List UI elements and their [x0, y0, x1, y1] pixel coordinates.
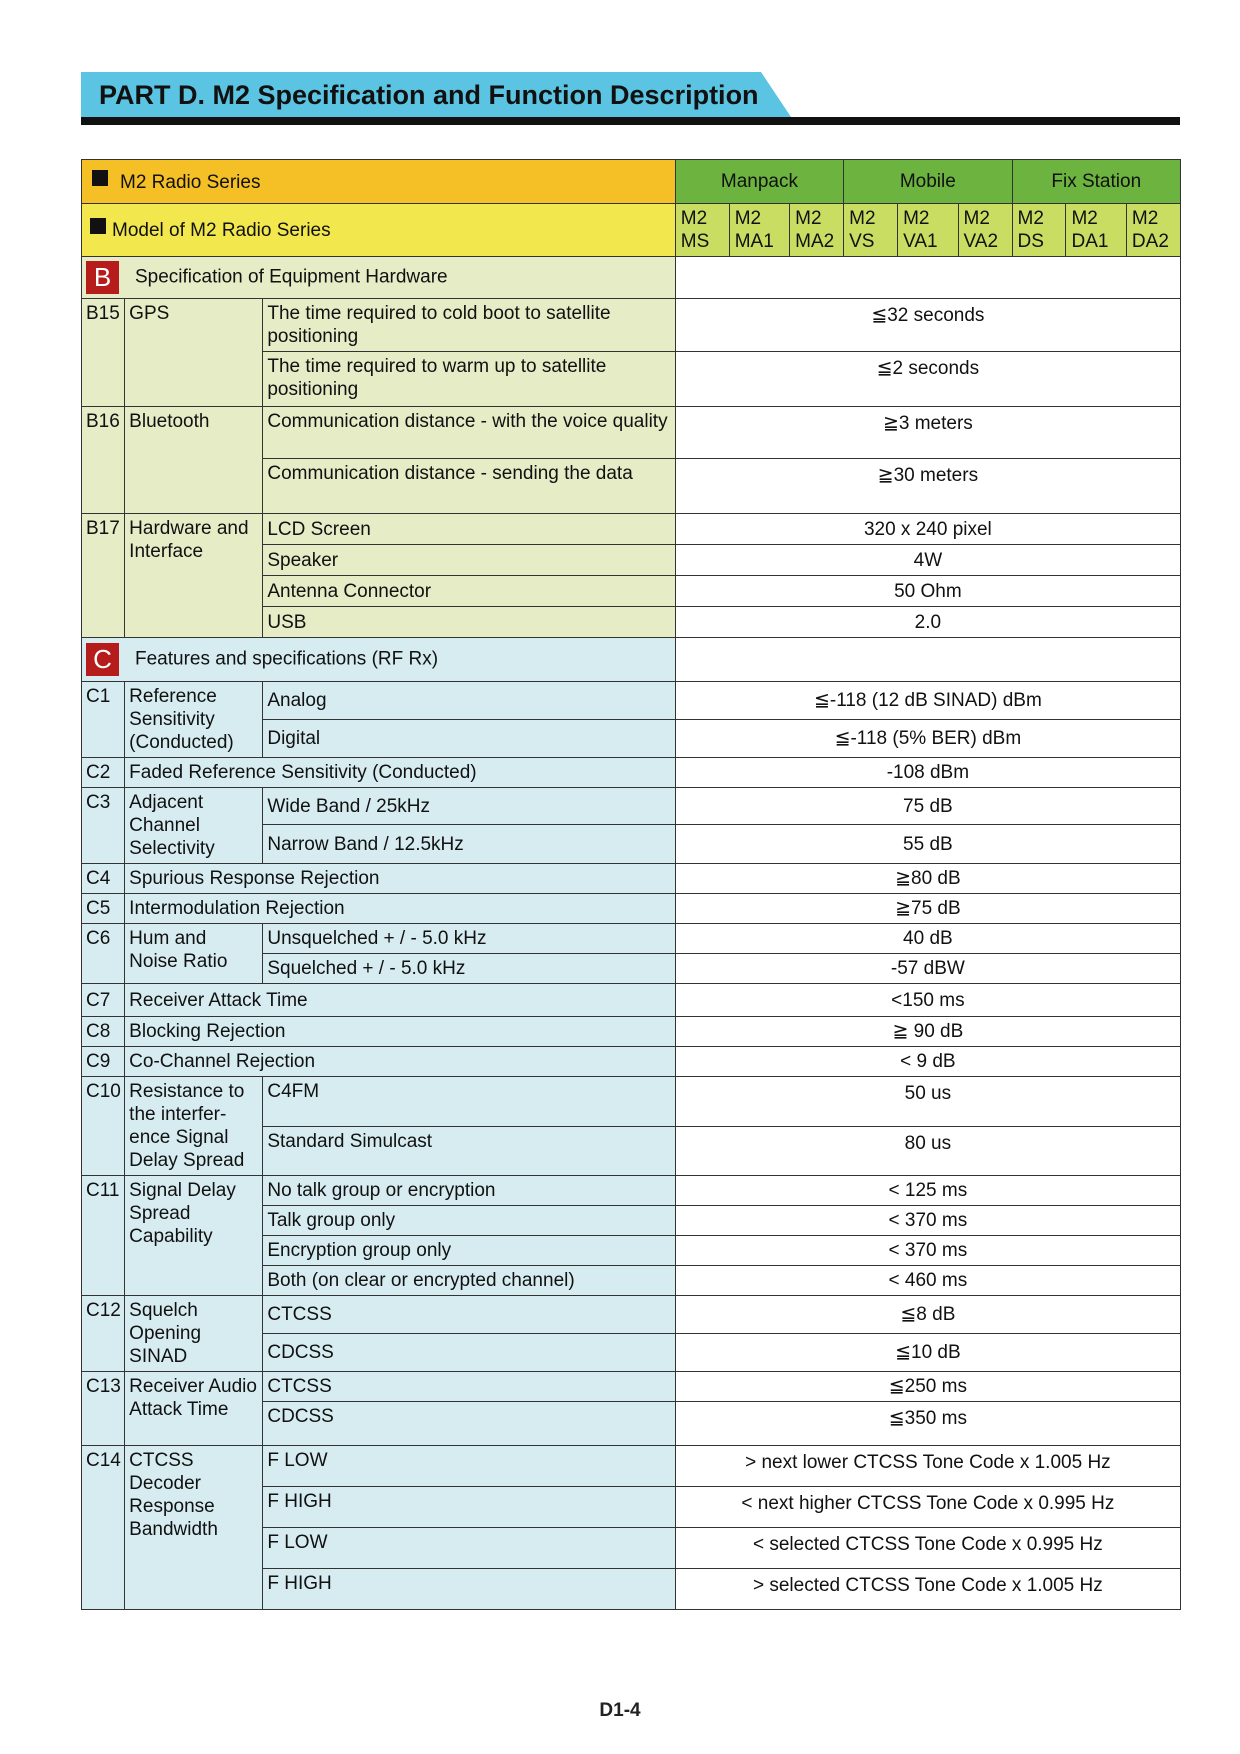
- model-line-2: MA2: [795, 231, 835, 252]
- item-id: C12: [82, 1296, 125, 1372]
- item-id: B17: [82, 514, 125, 638]
- spec-row: [82, 1446, 1181, 1487]
- item-parameter: Communication distance - sending the data: [263, 459, 675, 514]
- square-bullet-icon: [90, 218, 106, 234]
- item-parameter: Standard Simulcast: [263, 1126, 675, 1176]
- spec-row: [82, 299, 1181, 352]
- model-cell: [958, 204, 1012, 257]
- item-name: Reference Sensitivity (Conducted): [125, 682, 263, 758]
- item-parameter: Digital: [263, 720, 675, 758]
- item-name: CTCSS Decoder Response Bandwidth: [125, 1446, 263, 1610]
- item-value: > next lower CTCSS Tone Code x 1.005 Hz: [675, 1446, 1180, 1487]
- item-parameter: Unsquelched + / - 5.0 kHz: [263, 924, 675, 954]
- spec-row: [82, 924, 1181, 954]
- spec-row: [82, 514, 1181, 545]
- model-line-2: VA2: [963, 231, 999, 252]
- spec-row: [82, 758, 1181, 788]
- spec-table: [81, 159, 1181, 1610]
- item-name: Signal Delay Spread Capability: [125, 1176, 263, 1296]
- item-parameter: Speaker: [263, 545, 675, 576]
- item-parameter: F HIGH: [263, 1487, 675, 1528]
- model-line-2: DS: [1017, 231, 1044, 252]
- section-value-blank: [675, 257, 1180, 299]
- section-header-section_c: [82, 638, 1181, 682]
- item-value: 320 x 240 pixel: [675, 514, 1180, 545]
- item-value: ≧80 dB: [675, 864, 1180, 894]
- item-value: < 9 dB: [675, 1047, 1180, 1077]
- item-parameter: Encryption group only: [263, 1236, 675, 1266]
- item-id: C9: [82, 1047, 125, 1077]
- spec-row: [82, 1047, 1181, 1077]
- model-header: [82, 204, 676, 257]
- item-name: Resistance to the interfer-ence Signal Delay Spread: [125, 1077, 263, 1176]
- item-name: Receiver Attack Time: [125, 984, 676, 1017]
- model-cell: [898, 204, 958, 257]
- model-cell: [729, 204, 789, 257]
- item-value: 75 dB: [675, 788, 1180, 825]
- item-value: -57 dBW: [675, 954, 1180, 984]
- item-name: Faded Reference Sensitivity (Conducted): [125, 758, 676, 788]
- item-value: ≦10 dB: [675, 1334, 1180, 1372]
- model-line-1: M2: [680, 208, 708, 229]
- section-title: Specification of Equipment Hardware: [135, 266, 448, 288]
- item-value: 80 us: [675, 1126, 1180, 1176]
- square-bullet-icon: [92, 170, 108, 186]
- model-line-1: M2: [1071, 208, 1098, 229]
- item-parameter: The time required to cold boot to satellite positioning: [263, 299, 675, 352]
- item-parameter: F LOW: [263, 1446, 675, 1487]
- item-parameter: F HIGH: [263, 1569, 675, 1610]
- item-value: ≦8 dB: [675, 1296, 1180, 1334]
- item-value: < 370 ms: [675, 1236, 1180, 1266]
- header-rule: [81, 117, 1180, 125]
- item-parameter: The time required to warm up to satellite positioning: [263, 352, 675, 407]
- spec-row: [82, 788, 1181, 825]
- item-value: < next higher CTCSS Tone Code x 0.995 Hz: [675, 1487, 1180, 1528]
- item-value: < 460 ms: [675, 1266, 1180, 1296]
- spec-row: [82, 1017, 1181, 1047]
- item-name: Spurious Response Rejection: [125, 864, 676, 894]
- model-line-1: M2: [1017, 208, 1044, 229]
- item-name: Co-Channel Rejection: [125, 1047, 676, 1077]
- spec-row: [82, 682, 1181, 720]
- item-parameter: Wide Band / 25kHz: [263, 788, 675, 825]
- item-id: C14: [82, 1446, 125, 1610]
- item-value: ≦-118 (12 dB SINAD) dBm: [675, 682, 1180, 720]
- item-id: C5: [82, 894, 125, 924]
- group-header: Fix Station: [1012, 160, 1180, 204]
- spec-row: [82, 1296, 1181, 1334]
- section-title: Features and specifications (RF Rx): [135, 648, 439, 670]
- model-line-2: MS: [680, 231, 710, 252]
- item-parameter: C4FM: [263, 1077, 675, 1127]
- item-value: > selected CTCSS Tone Code x 1.005 Hz: [675, 1569, 1180, 1610]
- item-id: C3: [82, 788, 125, 864]
- item-id: B15: [82, 299, 125, 407]
- item-value: 55 dB: [675, 825, 1180, 864]
- page-title: PART D. M2 Specification and Function Description: [99, 80, 759, 110]
- item-name: Squelch Opening SINAD: [125, 1296, 263, 1372]
- item-parameter: No talk group or encryption: [263, 1176, 675, 1206]
- series-header: [82, 160, 676, 204]
- item-id: C11: [82, 1176, 125, 1296]
- item-value: <150 ms: [675, 984, 1180, 1017]
- item-parameter: Analog: [263, 682, 675, 720]
- item-value: ≦-118 (5% BER) dBm: [675, 720, 1180, 758]
- model-line-2: DA2: [1131, 231, 1169, 252]
- item-value: ≦350 ms: [675, 1402, 1180, 1446]
- model-label: Model of M2 Radio Series: [112, 220, 331, 241]
- spec-row: [82, 984, 1181, 1017]
- spec-row: [82, 864, 1181, 894]
- model-cell: [1012, 204, 1066, 257]
- model-line-2: MA1: [734, 231, 774, 252]
- model-line-1: M2: [849, 208, 876, 229]
- section-letter-badge: C: [86, 643, 119, 676]
- model-cell: [790, 204, 844, 257]
- item-parameter: Both (on clear or encrypted channel): [263, 1266, 675, 1296]
- spec-row: [82, 407, 1181, 459]
- item-id: C1: [82, 682, 125, 758]
- header-row-series: [82, 160, 1181, 204]
- item-id: C4: [82, 864, 125, 894]
- spec-row: [82, 1372, 1181, 1402]
- item-id: C10: [82, 1077, 125, 1176]
- spec-row: [82, 1176, 1181, 1206]
- item-value: -108 dBm: [675, 758, 1180, 788]
- section-header-section_b: [82, 257, 1181, 299]
- item-value: 40 dB: [675, 924, 1180, 954]
- model-cell: [1126, 204, 1180, 257]
- item-value: ≦250 ms: [675, 1372, 1180, 1402]
- item-name: Adjacent Channel Selectivity: [125, 788, 263, 864]
- item-value: 50 Ohm: [675, 576, 1180, 607]
- item-parameter: Talk group only: [263, 1206, 675, 1236]
- item-name: Bluetooth: [125, 407, 263, 514]
- item-parameter: CDCSS: [263, 1402, 675, 1446]
- model-cell: [1066, 204, 1126, 257]
- section-title-cell: [82, 638, 676, 682]
- item-value: < 370 ms: [675, 1206, 1180, 1236]
- model-line-2: DA1: [1071, 231, 1109, 252]
- item-value: ≦32 seconds: [675, 299, 1180, 352]
- item-value: 2.0: [675, 607, 1180, 638]
- item-id: C6: [82, 924, 125, 984]
- model-cell: [844, 204, 898, 257]
- item-value: ≧30 meters: [675, 459, 1180, 514]
- section-letter-badge: B: [86, 261, 119, 294]
- item-parameter: Squelched + / - 5.0 kHz: [263, 954, 675, 984]
- item-id: C13: [82, 1372, 125, 1446]
- spec-row: [82, 894, 1181, 924]
- item-name: Hum and Noise Ratio: [125, 924, 263, 984]
- group-header: Manpack: [675, 160, 843, 204]
- item-value: ≧ 90 dB: [675, 1017, 1180, 1047]
- item-parameter: Narrow Band / 12.5kHz: [263, 825, 675, 864]
- page-header-banner: [81, 72, 791, 117]
- model-cell: [675, 204, 729, 257]
- model-line-1: M2: [734, 208, 762, 229]
- item-name: Intermodulation Rejection: [125, 894, 676, 924]
- model-line-1: M2: [903, 208, 930, 229]
- item-parameter: CTCSS: [263, 1372, 675, 1402]
- item-value: ≦2 seconds: [675, 352, 1180, 407]
- item-value: ≧75 dB: [675, 894, 1180, 924]
- item-name: Receiver Audio Attack Time: [125, 1372, 263, 1446]
- item-parameter: CDCSS: [263, 1334, 675, 1372]
- model-line-2: VS: [849, 231, 875, 252]
- item-parameter: USB: [263, 607, 675, 638]
- item-value: < selected CTCSS Tone Code x 0.995 Hz: [675, 1528, 1180, 1569]
- item-name: Hardware and Interface: [125, 514, 263, 638]
- spec-row: [82, 1077, 1181, 1127]
- item-value: < 125 ms: [675, 1176, 1180, 1206]
- section-title-cell: [82, 257, 676, 299]
- header-row-models: [82, 204, 1181, 257]
- item-value: 50 us: [675, 1077, 1180, 1127]
- item-parameter: CTCSS: [263, 1296, 675, 1334]
- model-line-1: M2: [1131, 208, 1159, 229]
- item-id: C2: [82, 758, 125, 788]
- item-parameter: F LOW: [263, 1528, 675, 1569]
- section-value-blank: [675, 638, 1180, 682]
- item-id: C7: [82, 984, 125, 1017]
- item-name: Blocking Rejection: [125, 1017, 676, 1047]
- page-number: D1-4: [599, 1700, 641, 1721]
- item-parameter: Antenna Connector: [263, 576, 675, 607]
- item-parameter: Communication distance - with the voice quality: [263, 407, 675, 459]
- item-name: GPS: [125, 299, 263, 407]
- item-id: B16: [82, 407, 125, 514]
- group-header: Mobile: [844, 160, 1012, 204]
- model-line-1: M2: [795, 208, 822, 229]
- item-value: 4W: [675, 545, 1180, 576]
- item-id: C8: [82, 1017, 125, 1047]
- series-label: M2 Radio Series: [120, 171, 261, 193]
- model-line-2: VA1: [903, 231, 938, 252]
- item-value: ≧3 meters: [675, 407, 1180, 459]
- model-line-1: M2: [963, 208, 990, 229]
- item-parameter: LCD Screen: [263, 514, 675, 545]
